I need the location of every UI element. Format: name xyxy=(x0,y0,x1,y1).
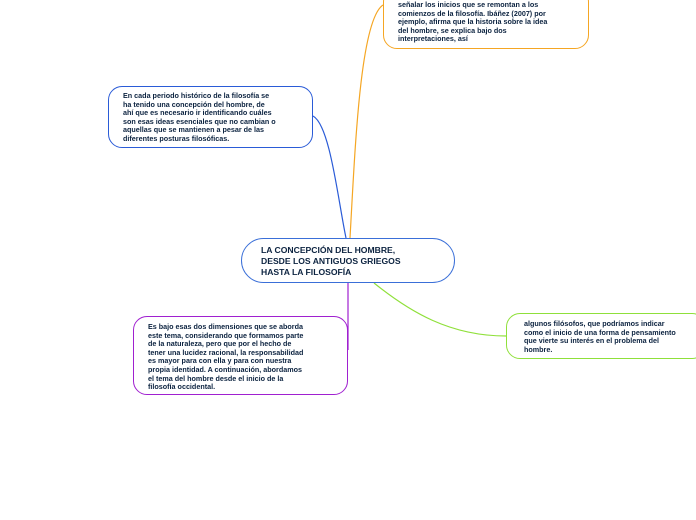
central-topic-node[interactable] xyxy=(241,238,455,283)
central-topic-text: LA CONCEPCIÓN DEL HOMBRE, DESDE LOS ANTIGUOS GRIEGOS HASTA LA FILOSOFÍA xyxy=(261,245,401,277)
connector-left xyxy=(313,116,346,238)
topic-node-bottom[interactable] xyxy=(133,316,348,395)
topic-node-top-text: señalar los inicios que se remontan a los comienzos de la filosofía. Ibáñez (2007) por ejemplo, afirma que la historia sobre la idea del hombre, se explica bajo dos interpretaciones, así xyxy=(398,0,548,44)
topic-node-top[interactable] xyxy=(383,0,589,49)
topic-node-bottom-text: Es bajo esas dos dimensiones que se aborda este tema, considerando que formamos parte de la naturaleza, pero que por el hecho de tener una lucidez racional, la responsabilidad es mayor para con ella y para con nuestra propia identidad. A continuación, abordamos el tema del hombre desde el inicio de la filosofía occidental. xyxy=(148,322,304,392)
connector-top xyxy=(350,5,383,238)
topic-node-right[interactable] xyxy=(506,313,696,359)
connector-right xyxy=(374,283,506,336)
topic-node-right-text: algunos filósofos, que podríamos indicar como el inicio de una forma de pensamiento que vierte su interés en el problema del hombre. xyxy=(524,319,676,354)
topic-node-left-text: En cada periodo histórico de la filosofía se ha tenido una concepción del hombre, de ahí que es necesario ir identificando cuáles son esas ideas esenciales que no cambian o aquellas que se mantienen a pesar de las diferentes posturas filosóficas. xyxy=(123,91,276,143)
topic-node-left[interactable] xyxy=(108,86,313,148)
